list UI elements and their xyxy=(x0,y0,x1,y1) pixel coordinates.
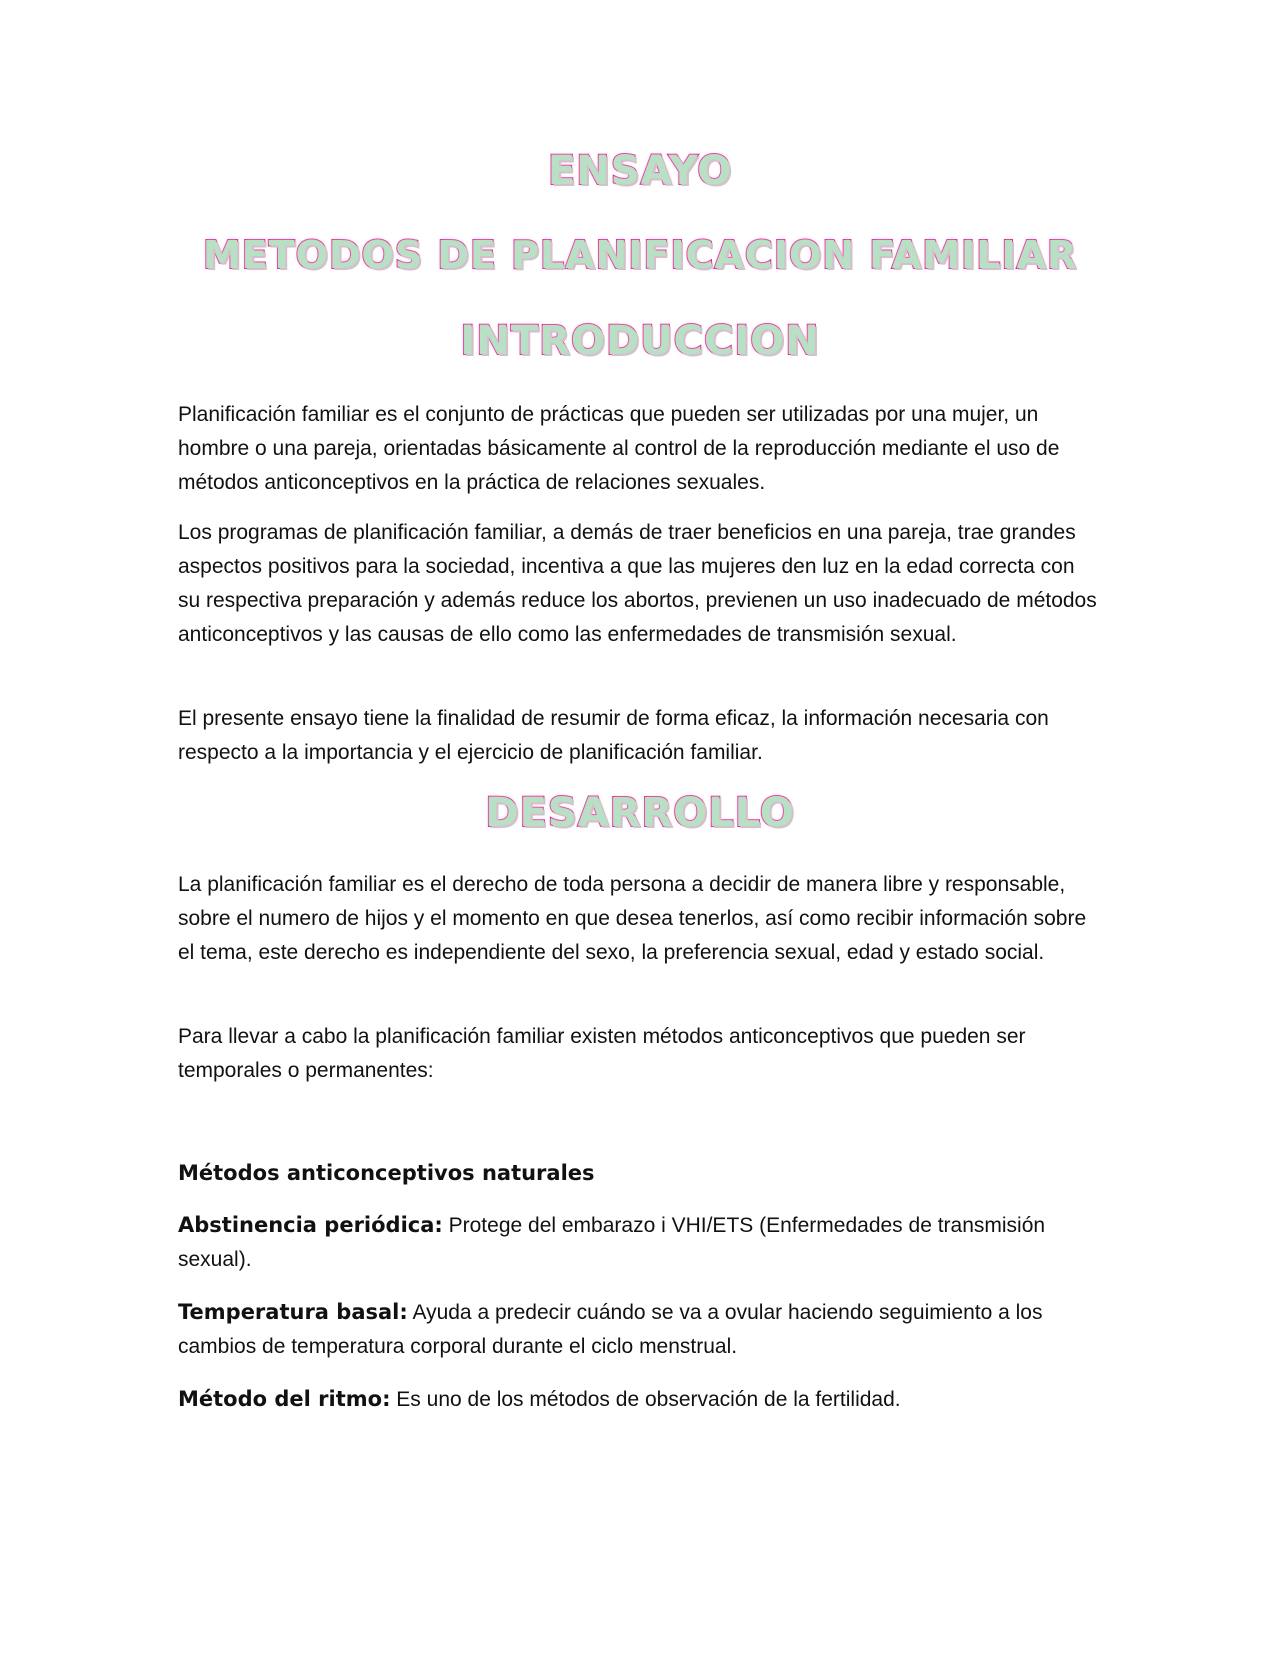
desarrollo-paragraph-2: Para llevar a cabo la planificación familiar existen métodos anticonceptivos que pueden ser temporales o permanentes: xyxy=(178,1025,1026,1082)
method-text: Es uno de los métodos de observación de la fertilidad. xyxy=(390,1388,901,1411)
heading-introduccion: INTRODUCCION xyxy=(460,318,820,364)
heading-desarrollo: DESARROLLO xyxy=(485,790,795,836)
intro-paragraph-2: Los programas de planificación familiar, a demás de traer beneficios en una pareja, trae grandes aspectos positivos para la sociedad, incentiva a que las mujeres den luz en la edad correcta con su respectiva preparación y además reduce los abortos, previenen un uso inadecuado de métodos anticonceptivos y las causas de ello como las enfermedades de transmisión sexual. xyxy=(178,521,1097,646)
intro-paragraph-3: El presente ensayo tiene la finalidad de resumir de forma eficaz, la información necesaria con respecto a la importancia y el ejercicio de planificación familiar. xyxy=(178,707,1049,764)
method-text: Ayuda a predecir cuándo se va a ovular haciendo seguimiento a los cambios de temperatura corporal durante el ciclo menstrual. xyxy=(178,1301,1043,1358)
method-label: Abstinencia periódica: xyxy=(178,1213,443,1237)
method-label: Método del ritmo: xyxy=(178,1387,391,1411)
method-temperatura xyxy=(178,1295,1098,1364)
title-main: METODOS DE PLANIFICACION FAMILIAR xyxy=(202,233,1078,277)
method-label: Temperatura basal: xyxy=(178,1300,408,1324)
intro-paragraph-1: Planificación familiar es el conjunto de prácticas que pueden ser utilizadas por una mujer, un hombre o una pareja, orientadas básicamente al control de la reproducción mediante el uso de métodos anticonceptivos en la práctica de relaciones sexuales. xyxy=(178,403,1060,494)
method-ritmo xyxy=(178,1382,1098,1417)
desarrollo-paragraph-1: La planificación familiar es el derecho de toda persona a decidir de manera libre y responsable, sobre el numero de hijos y el momento en que desea tenerlos, así como recibir información sobre el tema, este derecho es independiente del sexo, la preferencia sexual, edad y estado social. xyxy=(178,873,1087,964)
subheading-metodos-naturales: Métodos anticonceptivos naturales xyxy=(178,1161,595,1185)
title-ensayo: ENSAYO xyxy=(547,148,733,194)
method-text: Protege del embarazo i VHI/ETS (Enfermedades de transmisión sexual). xyxy=(178,1214,1046,1271)
method-abstinencia xyxy=(178,1208,1098,1277)
